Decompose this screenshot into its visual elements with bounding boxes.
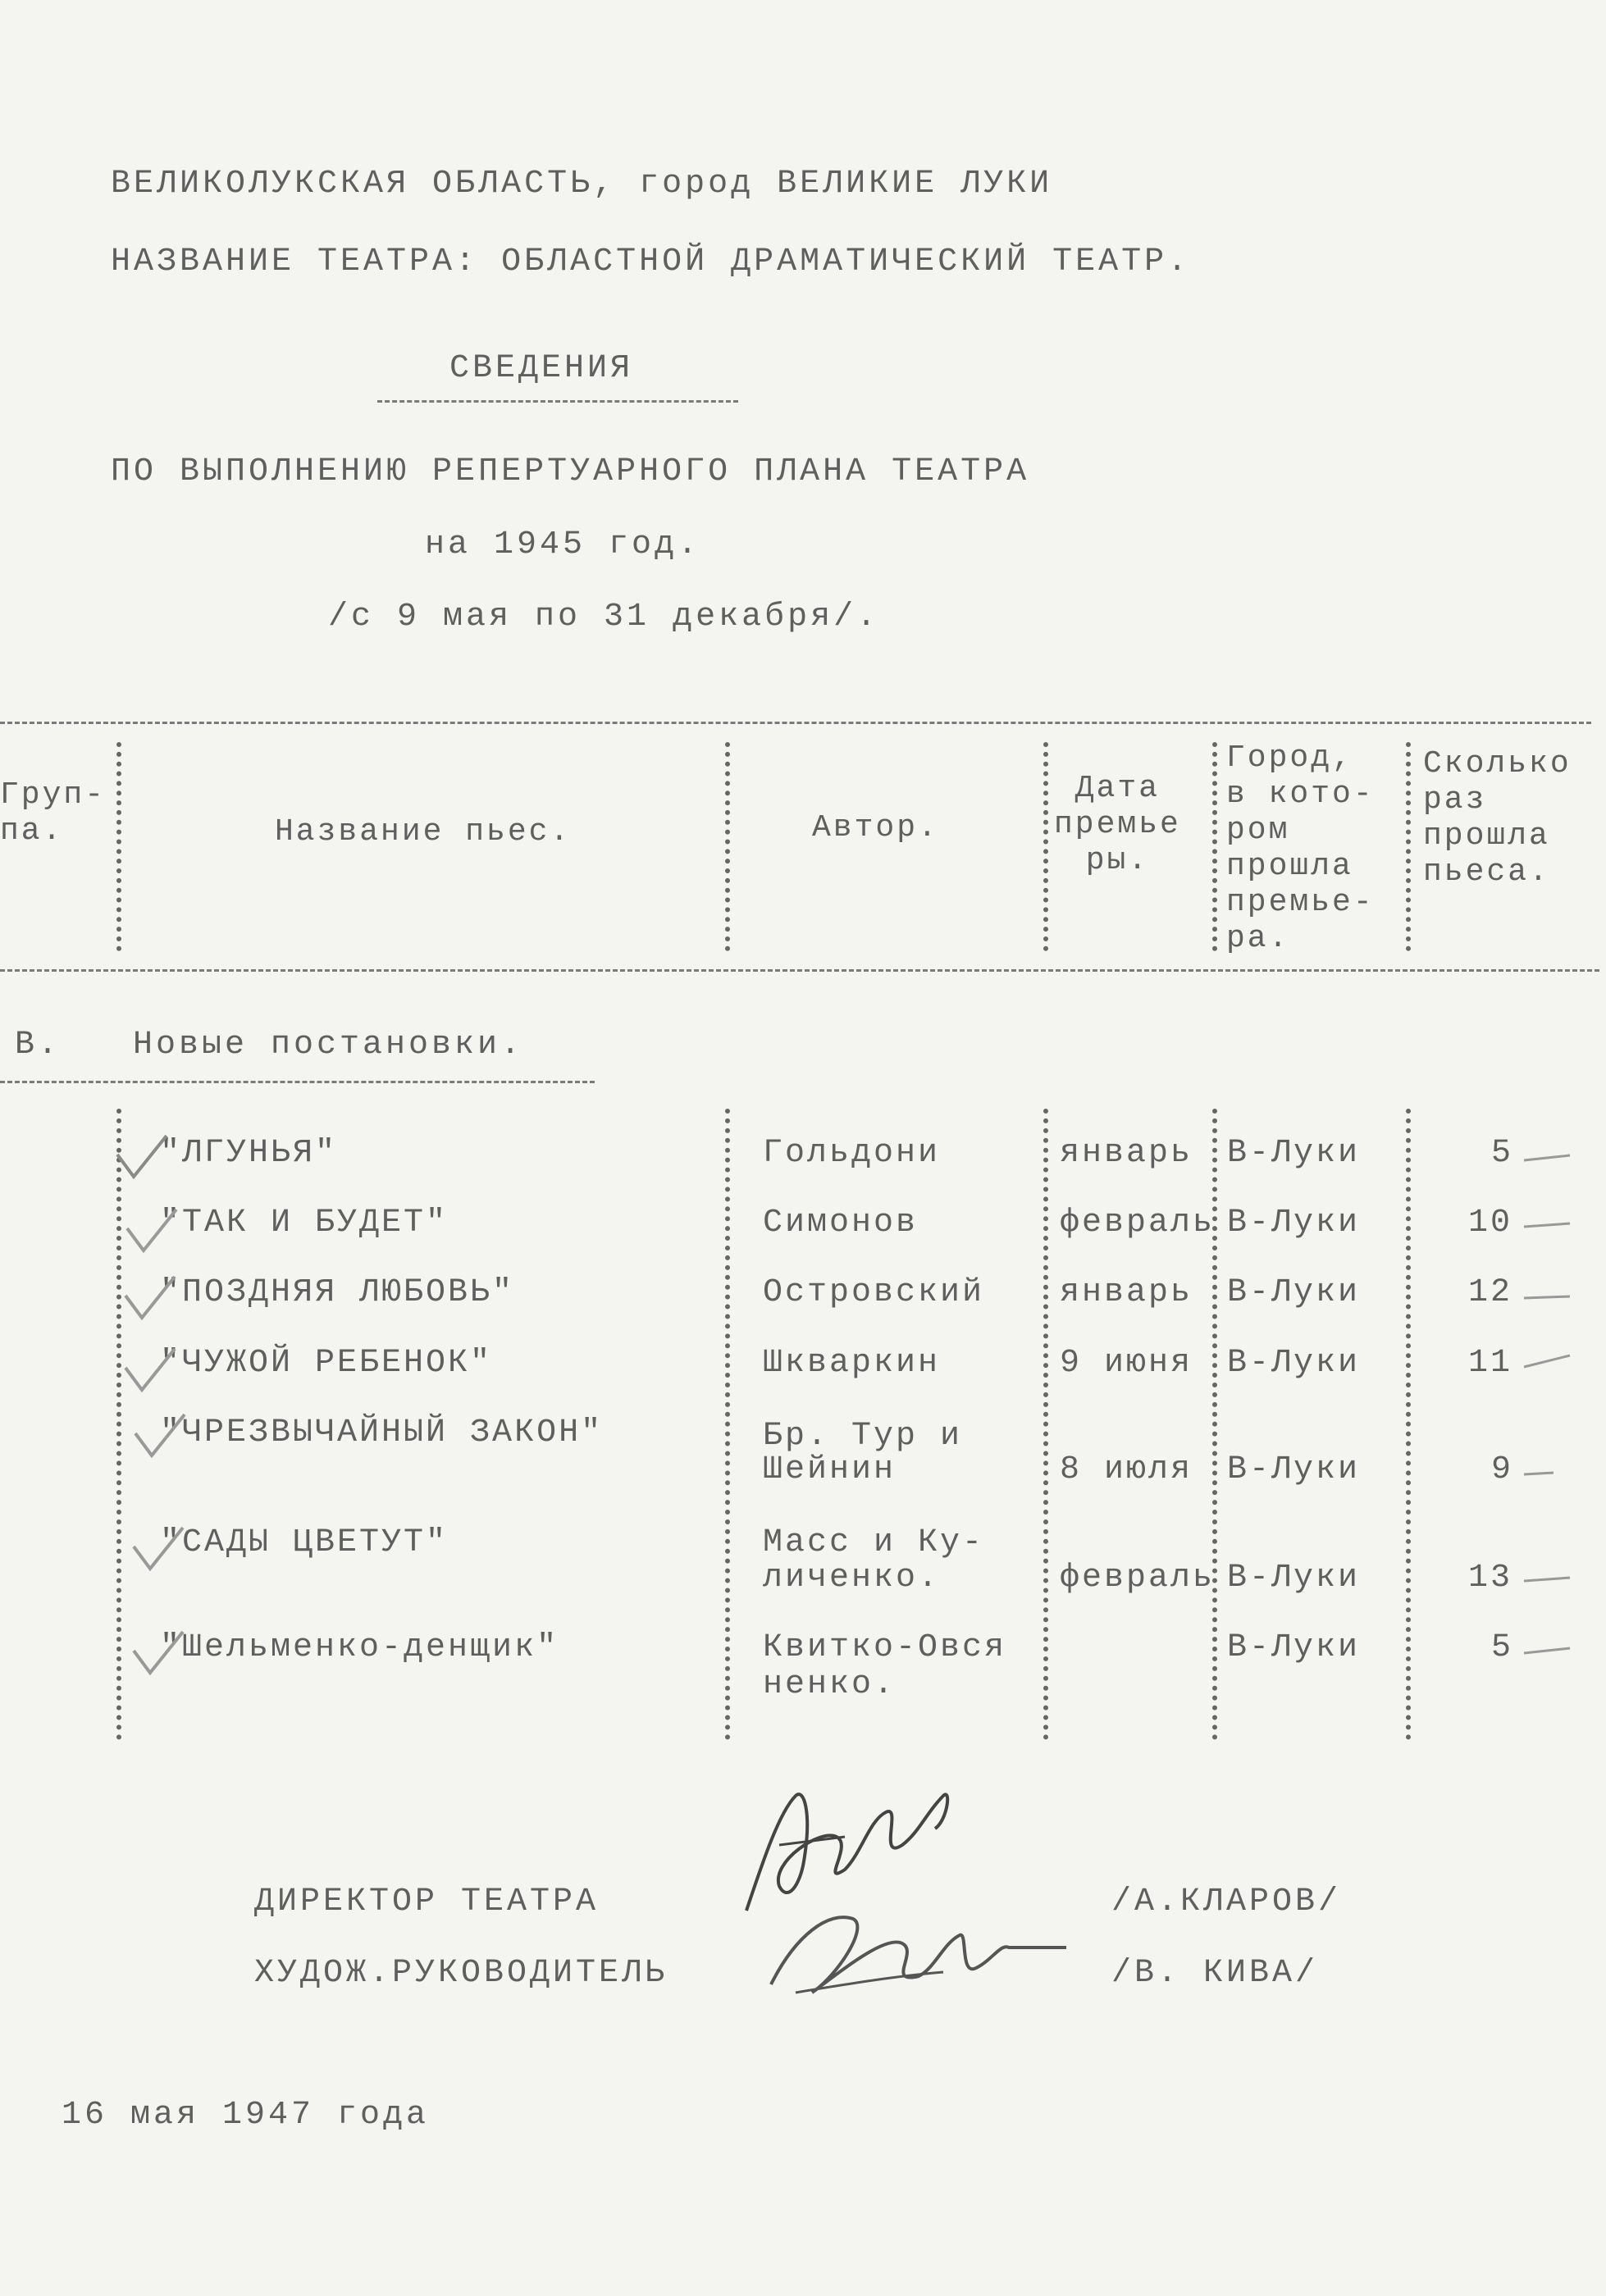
director-name: /А.КЛАРОВ/ xyxy=(1111,1884,1342,1920)
body-column-separator xyxy=(1212,1109,1217,1740)
row-premiere-date: 9 июня xyxy=(1060,1345,1193,1382)
column-separator xyxy=(116,742,121,951)
row-city: В-Луки xyxy=(1227,1345,1361,1382)
row-performance-count: 13 xyxy=(1468,1560,1513,1597)
document-heading: СВЕДЕНИЯ xyxy=(449,350,634,387)
row-author: Квитко-Овся xyxy=(763,1629,1007,1666)
check-mark-icon xyxy=(121,1273,179,1322)
count-pencil-mark-icon xyxy=(1522,1460,1555,1484)
row-author: Гольдони xyxy=(763,1135,941,1172)
column-separator xyxy=(1406,742,1411,951)
count-pencil-mark-icon xyxy=(1522,1566,1572,1591)
title-line-1: ПО ВЫПОЛНЕНИЮ РЕПЕРТУАРНОГО ПЛАНА ТЕАТРА xyxy=(111,453,1030,490)
title-line-3: /с 9 мая по 31 декабря/. xyxy=(328,599,880,636)
row-author: Шкваркин xyxy=(763,1345,941,1382)
column-separator xyxy=(1212,742,1217,951)
check-mark-icon xyxy=(113,1132,171,1181)
row-city: В-Луки xyxy=(1227,1205,1361,1241)
count-pencil-mark-icon xyxy=(1522,1638,1572,1663)
column-separator xyxy=(1043,742,1048,951)
table-header-bottom-rule xyxy=(0,969,1599,972)
column-header-play: Название пьес. xyxy=(275,814,572,850)
row-play-title: "ПОЗДНЯЯ ЛЮБОВЬ" xyxy=(160,1274,515,1311)
row-premiere-date: февраль xyxy=(1060,1205,1216,1241)
count-pencil-mark-icon xyxy=(1522,1283,1572,1308)
count-pencil-mark-icon xyxy=(1522,1214,1572,1238)
body-column-separator xyxy=(725,1109,730,1740)
row-author: Масс и Ку- xyxy=(763,1524,985,1561)
art-director-signature-icon xyxy=(763,1886,1074,2009)
row-premiere-date: январь xyxy=(1060,1274,1193,1311)
region-line: ВЕЛИКОЛУКСКАЯ ОБЛАСТЬ, город ВЕЛИКИЕ ЛУКИ xyxy=(111,166,1053,203)
document-date: 16 мая 1947 года xyxy=(62,2097,430,2134)
check-mark-icon xyxy=(131,1410,189,1460)
check-mark-icon xyxy=(130,1524,187,1573)
check-mark-icon xyxy=(121,1345,179,1394)
row-play-title: "САДЫ ЦВЕТУТ" xyxy=(160,1524,449,1561)
heading-underline xyxy=(377,400,738,403)
row-play-title: "Шельменко-денщик" xyxy=(160,1629,559,1666)
row-author-continued: Шейнин xyxy=(763,1451,897,1488)
row-performance-count: 10 xyxy=(1468,1205,1513,1241)
count-pencil-mark-icon xyxy=(1522,1349,1572,1374)
column-header-date: Дата премье ры. xyxy=(1054,771,1181,878)
row-performance-count: 9 xyxy=(1491,1451,1514,1488)
row-play-title: "ЧУЖОЙ РЕБЕНОК" xyxy=(160,1345,493,1382)
section-title: Новые постановки. xyxy=(133,1027,524,1064)
column-header-author: Автор. xyxy=(812,810,939,845)
row-author-continued: ненко. xyxy=(763,1666,897,1703)
art-director-label: ХУДОЖ.РУКОВОДИТЕЛЬ xyxy=(254,1955,668,1992)
row-city: В-Луки xyxy=(1227,1560,1361,1597)
row-city: В-Луки xyxy=(1227,1451,1361,1488)
body-column-separator xyxy=(1406,1109,1411,1740)
row-performance-count: 5 xyxy=(1491,1629,1514,1666)
director-label: ДИРЕКТОР ТЕАТРА xyxy=(254,1884,600,1920)
row-premiere-date: февраль xyxy=(1060,1560,1216,1597)
table-top-rule xyxy=(0,722,1591,724)
row-premiere-date: январь xyxy=(1060,1135,1193,1172)
column-header-city: Город, в кото- ром прошла премье- ра. xyxy=(1226,740,1375,956)
row-author-continued: личенко. xyxy=(763,1560,941,1597)
row-premiere-date: 8 июля xyxy=(1060,1451,1193,1488)
row-performance-count: 5 xyxy=(1491,1135,1514,1172)
row-city: В-Луки xyxy=(1227,1274,1361,1311)
theatre-line: НАЗВАНИЕ ТЕАТРА: ОБЛАСТНОЙ ДРАМАТИЧЕСКИЙ ТЕАТР. xyxy=(111,244,1191,280)
check-mark-icon xyxy=(123,1205,180,1255)
title-line-2: на 1945 год. xyxy=(425,526,701,563)
row-play-title: "ТАК И БУДЕТ" xyxy=(160,1205,449,1241)
section-underline xyxy=(0,1081,595,1083)
column-separator xyxy=(725,742,730,951)
row-city: В-Луки xyxy=(1227,1135,1361,1172)
check-mark-icon xyxy=(130,1628,187,1677)
row-author: Симонов xyxy=(763,1205,919,1241)
row-performance-count: 11 xyxy=(1468,1345,1513,1382)
section-label: В. xyxy=(15,1027,62,1064)
row-play-title: "ЧРЕЗВЫЧАЙНЫЙ ЗАКОН" xyxy=(160,1414,604,1451)
art-director-name: /В. КИВА/ xyxy=(1111,1955,1319,1992)
row-city: В-Луки xyxy=(1227,1629,1361,1666)
row-author: Бр. Тур и xyxy=(763,1418,963,1455)
column-header-group: Груп- па. xyxy=(0,777,107,849)
column-header-count: Сколько раз прошла пьеса. xyxy=(1423,746,1572,890)
row-performance-count: 12 xyxy=(1468,1274,1513,1311)
body-column-separator xyxy=(116,1109,121,1740)
count-pencil-mark-icon xyxy=(1522,1144,1572,1168)
row-play-title: "ЛГУНЬЯ" xyxy=(160,1135,338,1172)
row-author: Островский xyxy=(763,1274,985,1311)
body-column-separator xyxy=(1043,1109,1048,1740)
